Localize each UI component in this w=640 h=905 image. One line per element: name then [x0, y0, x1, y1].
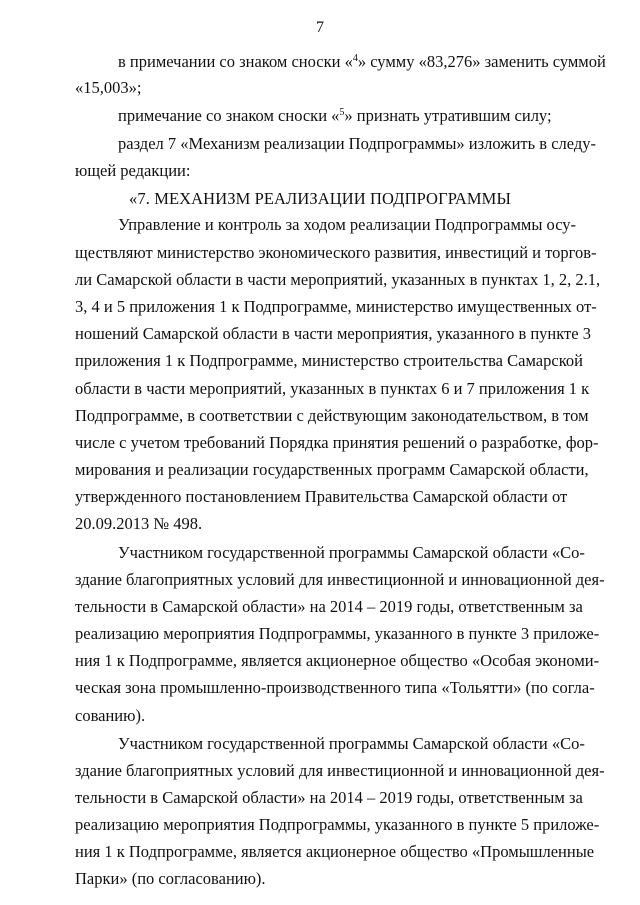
paragraph-line: приложения 1 к Подпрограмме, министерство строительства Самарской — [75, 351, 583, 370]
paragraph-line: реализацию мероприятия Подпрограммы, указанного в пункте 5 приложе- — [75, 815, 600, 834]
amendment-footnote-5 — [118, 106, 566, 126]
paragraph-line: здание благоприятных условий для инвестиционной и инновационной дея- — [75, 570, 605, 589]
paragraph-line: реализацию мероприятия Подпрограммы, указанного в пункте 3 приложе- — [75, 624, 600, 643]
paragraph-line: Участником государственной программы Самарской области «Со- — [118, 543, 585, 562]
amendment-footnote-4-text-pre: в примечании со знаком сноски « — [118, 52, 353, 71]
section-heading: «7. МЕХАНИЗМ РЕАЛИЗАЦИИ ПОДПРОГРАММЫ — [129, 189, 511, 208]
paragraph-line: ли Самарской области в части мероприятий, указанных в пунктах 1, 2, 2.1, — [75, 270, 601, 289]
footnote-5-marker: 5 — [339, 107, 345, 118]
paragraph-line: сованию). — [75, 706, 146, 725]
paragraph-line: тельности в Самарской области» на 2014 – 2019 годы, ответственным за — [75, 597, 583, 616]
amendment-section-7-line-1: раздел 7 «Механизм реализации Подпрограммы» изложить в следу- — [118, 134, 597, 153]
amendment-footnote-5-text-post: » признать утратившим силу; — [344, 106, 552, 125]
paragraph-line: 20.09.2013 № 498. — [75, 514, 203, 533]
paragraph-line: ния 1 к Подпрограмме, является акционерное общество «Особая экономи- — [75, 651, 600, 670]
paragraph-line: Парки» (по согласованию). — [75, 869, 266, 888]
paragraph-line: Участником государственной программы Самарской области «Со- — [118, 734, 585, 753]
paragraph-line: ношений Самарской области в части мероприятия, указанного в пункте 3 — [75, 324, 591, 343]
paragraph-line: ческая зона промышленно-производственного типа «Тольятти» (по согла- — [75, 678, 595, 697]
paragraph-line: числе с учетом требований Порядка принятия решений о разработке, фор- — [75, 433, 599, 452]
paragraph-line: Управление и контроль за ходом реализации Подпрограммы осу- — [118, 215, 577, 234]
paragraph-line: утвержденного постановлением Правительства Самарской области от — [75, 487, 568, 506]
paragraph-line: ществляют министерство экономического развития, инвестиций и торгов- — [75, 243, 597, 262]
page-number: 7 — [316, 19, 324, 36]
amendment-footnote-5-text-pre: примечание со знаком сноски « — [118, 106, 340, 125]
footnote-4-marker: 4 — [352, 53, 358, 64]
paragraph-line: 3, 4 и 5 приложения 1 к Подпрограмме, министерство имущественных от- — [75, 297, 597, 316]
amendment-footnote-4-text-post: » сумму «83,276» заменить суммой — [357, 52, 606, 71]
paragraph-line: ния 1 к Подпрограмме, является акционерное общество «Промышленные — [75, 842, 595, 861]
paragraph-line: Подпрограмме, в соответствии с действующим законодательством, в том — [75, 406, 589, 425]
amendment-section-7-line-2: ющей редакции: — [75, 161, 191, 180]
amendment-footnote-4-line-1 — [118, 52, 606, 72]
paragraph-line: мирования и реализации государственных программ Самарской области, — [75, 460, 589, 479]
paragraph-line: области в части мероприятий, указанных в пунктах 6 и 7 приложения 1 к — [75, 379, 590, 398]
paragraph-line: здание благоприятных условий для инвестиционной и инновационной дея- — [75, 761, 605, 780]
paragraph-line: тельности в Самарской области» на 2014 – 2019 годы, ответственным за — [75, 788, 583, 807]
amendment-footnote-4-line-2: «15,003»; — [75, 78, 142, 97]
